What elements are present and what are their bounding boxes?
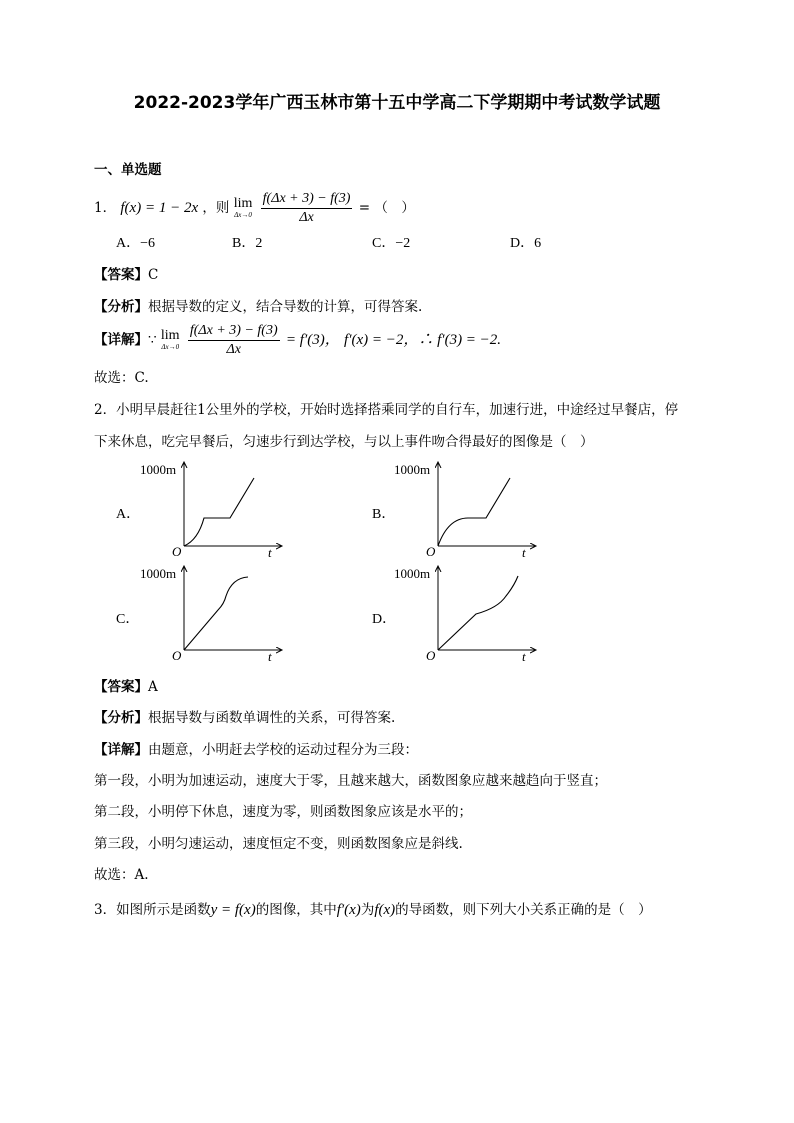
q1-number: 1． [94, 200, 117, 216]
q1-detail-limit: lim Δx→0 [160, 328, 180, 351]
graph-b-curve [438, 478, 510, 546]
graph-d-origin: O [426, 648, 436, 663]
graph-c-x-label: t [268, 649, 272, 664]
q2-analysis: 【分析】根据导数与函数单调性的关系，可得答案. [94, 710, 396, 726]
q1-option-d: D．6 [510, 236, 542, 251]
q1-answer: 【答案】C [94, 267, 159, 283]
q3-stem: 3．如图所示是函数y = f(x)的图像，其中f′(x)为f(x)的导函数，则下列大小关系正确的是（ ） [94, 902, 652, 918]
q2-choose: 故选：A. [94, 867, 149, 883]
q1-function: f(x) = 1 − 2x [120, 200, 199, 216]
q2-label-c: C． [116, 612, 140, 627]
graph-b-y-label: 1000m [394, 462, 431, 477]
q2-detail: 【详解】由题意，小明赶去学校的运动过程分为三段： [94, 742, 418, 758]
q1-option-c: C．−2 [372, 236, 411, 251]
q1-stem [94, 190, 415, 227]
q1-connector: ，则 [202, 200, 230, 216]
graph-a-origin: O [172, 544, 182, 559]
graph-d [386, 562, 546, 664]
graph-a-curve [184, 478, 254, 546]
q1-option-b: B．2 [232, 236, 263, 251]
q1-detail-fraction: $\frac{f(\Delta x + 3) - f(3)}{\Delta x}$ [189, 323, 278, 357]
graph-b-origin: O [426, 544, 436, 559]
graph-b [386, 458, 546, 560]
q1-option-a: A．−6 [116, 236, 156, 251]
graph-c [132, 562, 292, 664]
q2-stem-line2: 下来休息，吃完早餐后，匀速步行到达学校，与以上事件吻合得最好的图像是（ ） [94, 434, 594, 450]
q2-segment-2: 第二段，小明停下休息，速度为零，则函数图象应该是水平的； [94, 804, 472, 820]
q2-label-b: B． [372, 507, 396, 522]
q1-detail: 【详解】∵ lim Δx→0 $\frac{f(\Delta x + 3) - f(3)}{\Delta x}$ = f′(3)， f′(x) = −2，∴ f′(3) = −2. [94, 323, 502, 357]
page-title: 2022-2023学年广西玉林市第十五中学高二下学期期中考试数学试题 [133, 93, 661, 113]
section-heading: 一、单选题 [94, 162, 162, 178]
graph-a-x-label: t [268, 545, 272, 560]
q2-stem-line1: 2．小明早晨赶往1公里外的学校，开始时选择搭乘同学的自行车，加速行进，中途经过早餐店，停 [94, 402, 679, 418]
q1-tail: = （ ） [358, 200, 415, 216]
graph-c-curve [184, 577, 248, 650]
graph-d-x-label: t [522, 649, 526, 664]
q1-analysis: 【分析】根据导数的定义，结合导数的计算，可得答案. [94, 299, 423, 315]
q2-answer: 【答案】A [94, 679, 158, 695]
graph-b-x-label: t [522, 545, 526, 560]
graph-d-y-label: 1000m [394, 566, 431, 581]
q2-segment-3: 第三段，小明匀速运动，速度恒定不变，则函数图象应是斜线. [94, 836, 463, 852]
q1-fraction: $\frac{f(\Delta x + 3) - f(3)}{\Delta x}$ [262, 191, 351, 225]
q2-label-a: A． [116, 507, 141, 522]
graph-c-origin: O [172, 648, 182, 663]
graph-a-y-label: 1000m [140, 462, 177, 477]
q2-segment-1: 第一段，小明为加速运动，速度大于零，且越来越大，函数图象应越来越趋向于竖直； [94, 773, 607, 789]
q1-choose: 故选：C. [94, 370, 149, 386]
q1-limit: lim Δx→0 [233, 196, 253, 219]
graph-a [132, 458, 292, 560]
graph-d-curve [438, 576, 518, 650]
graph-c-y-label: 1000m [140, 566, 177, 581]
q2-label-d: D． [372, 612, 397, 627]
